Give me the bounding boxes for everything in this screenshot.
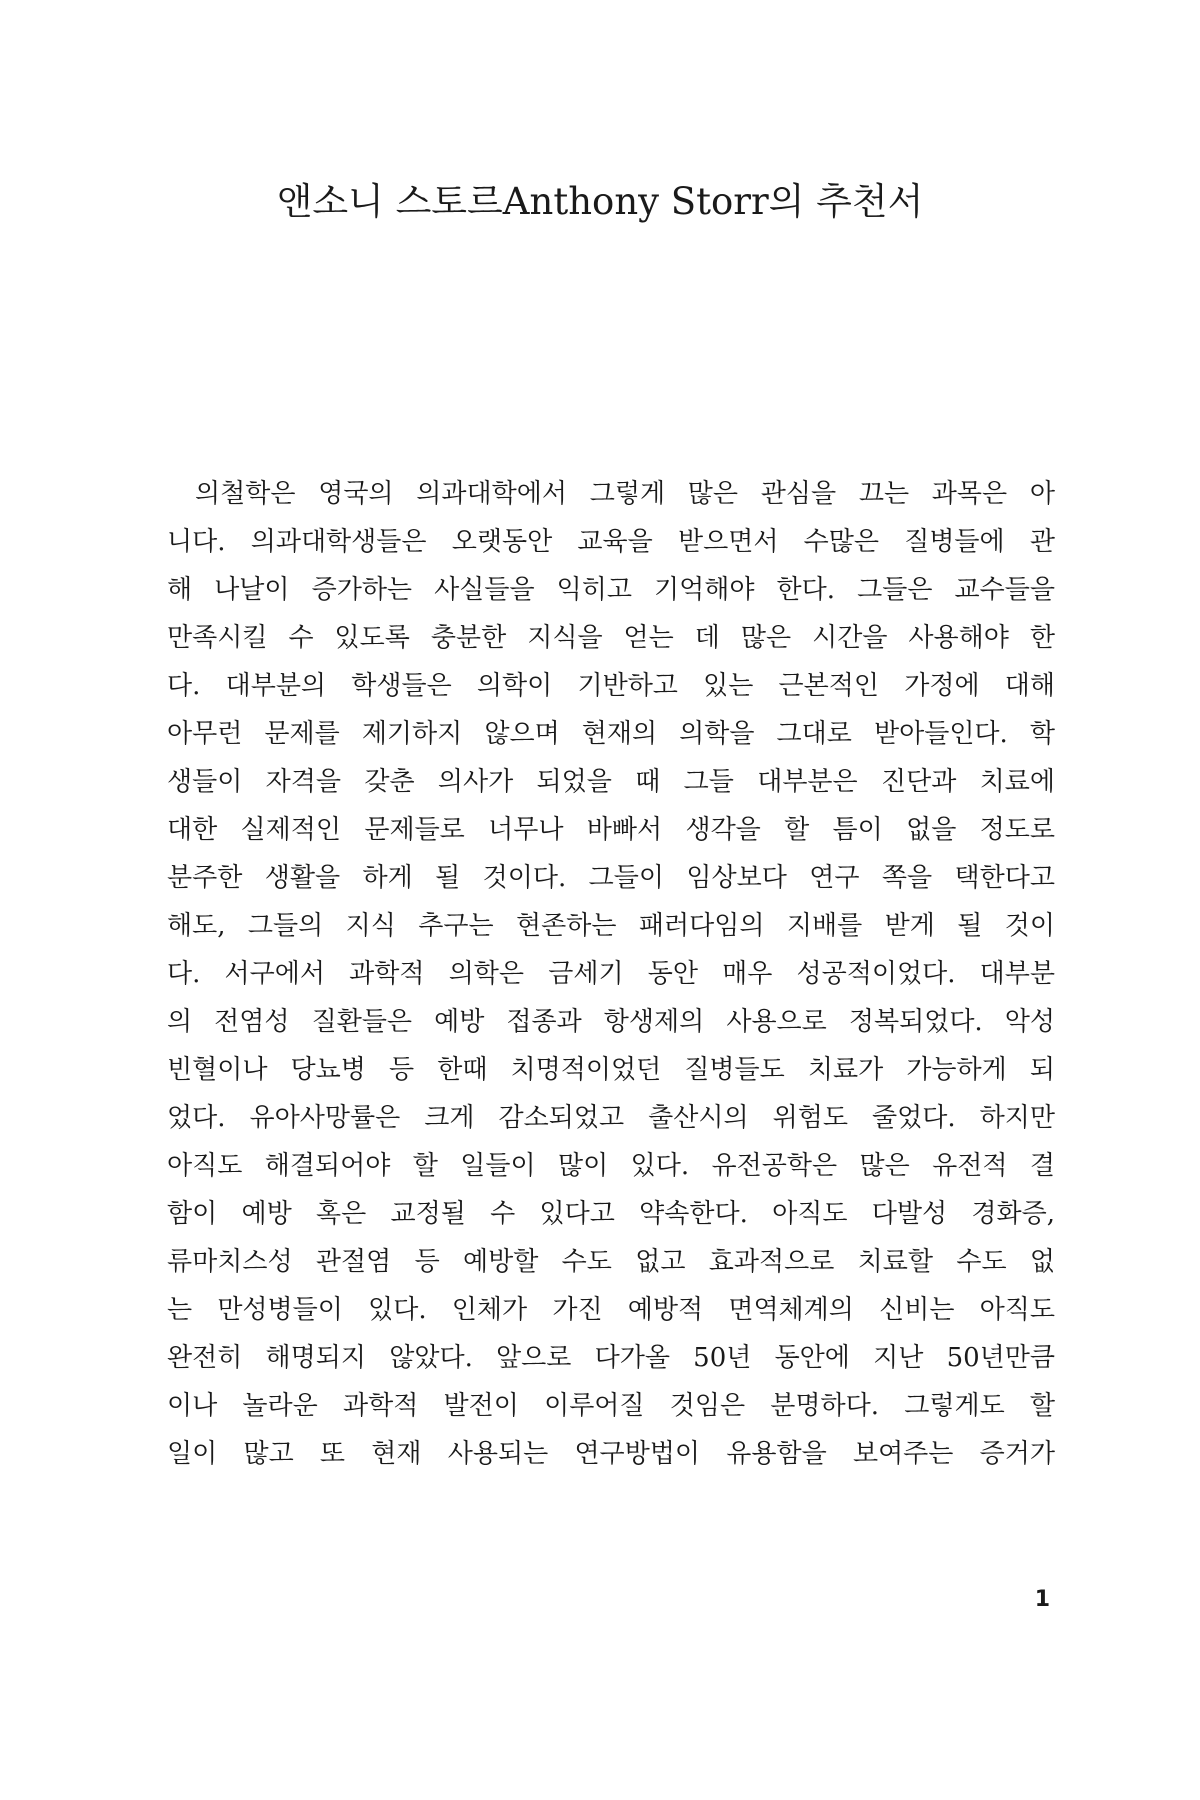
body-line: 아무런 문제를 제기하지 않으며 현재의 의학을 그대로 받아들인다. 학: [167, 719, 1055, 749]
body-line: 의철학은 영국의 의과대학에서 그렇게 많은 관심을 끄는 과목은 아: [195, 479, 1055, 509]
body-line: 생들이 자격을 갖춘 의사가 되었을 때 그들 대부분은 진단과 치료에: [167, 767, 1055, 797]
body-line: 만족시킬 수 있도록 충분한 지식을 얻는 데 많은 시간을 사용해야 한: [167, 623, 1055, 653]
body-line: 었다. 유아사망률은 크게 감소되었고 출산시의 위험도 줄었다. 하지만: [167, 1103, 1055, 1133]
body-line: 다. 서구에서 과학적 의학은 금세기 동안 매우 성공적이었다. 대부분: [167, 959, 1055, 989]
body-line: 대한 실제적인 문제들로 너무나 바빠서 생각을 할 틈이 없을 정도로: [167, 815, 1055, 845]
body-line: 분주한 생활을 하게 될 것이다. 그들이 임상보다 연구 쪽을 택한다고: [167, 863, 1055, 893]
page-title: 앤소니 스토르Anthony Storr의 추천서: [276, 180, 924, 223]
body-line: 는 만성병들이 있다. 인체가 가진 예방적 면역체계의 신비는 아직도: [167, 1295, 1055, 1325]
body-line: 니다. 의과대학생들은 오랫동안 교육을 받으면서 수많은 질병들에 관: [167, 527, 1055, 557]
body-line: 다. 대부분의 학생들은 의학이 기반하고 있는 근본적인 가정에 대해: [167, 671, 1055, 701]
body-text: [167, 470, 1055, 1478]
body-line: 완전히 해명되지 않았다. 앞으로 다가올 50년 동안에 지난 50년만큼: [167, 1343, 1055, 1373]
body-line: 해 나날이 증가하는 사실들을 익히고 기억해야 한다. 그들은 교수들을: [167, 575, 1055, 605]
body-line: 함이 예방 혹은 교정될 수 있다고 약속한다. 아직도 다발성 경화증,: [167, 1199, 1055, 1229]
page-number: 1: [1034, 1587, 1050, 1612]
body-line: 아직도 해결되어야 할 일들이 많이 있다. 유전공학은 많은 유전적 결: [167, 1151, 1055, 1181]
body-line: 해도, 그들의 지식 추구는 현존하는 패러다임의 지배를 받게 될 것이: [167, 911, 1055, 941]
body-line: 일이 많고 또 현재 사용되는 연구방법이 유용함을 보여주는 증거가: [167, 1439, 1055, 1469]
body-line: 빈혈이나 당뇨병 등 한때 치명적이었던 질병들도 치료가 가능하게 되: [167, 1055, 1055, 1085]
body-line: 의 전염성 질환들은 예방 접종과 항생제의 사용으로 정복되었다. 악성: [167, 1007, 1055, 1037]
body-line: 이나 놀라운 과학적 발전이 이루어질 것임은 분명하다. 그렇게도 할: [167, 1391, 1055, 1421]
body-line: 류마치스성 관절염 등 예방할 수도 없고 효과적으로 치료할 수도 없: [167, 1247, 1055, 1277]
